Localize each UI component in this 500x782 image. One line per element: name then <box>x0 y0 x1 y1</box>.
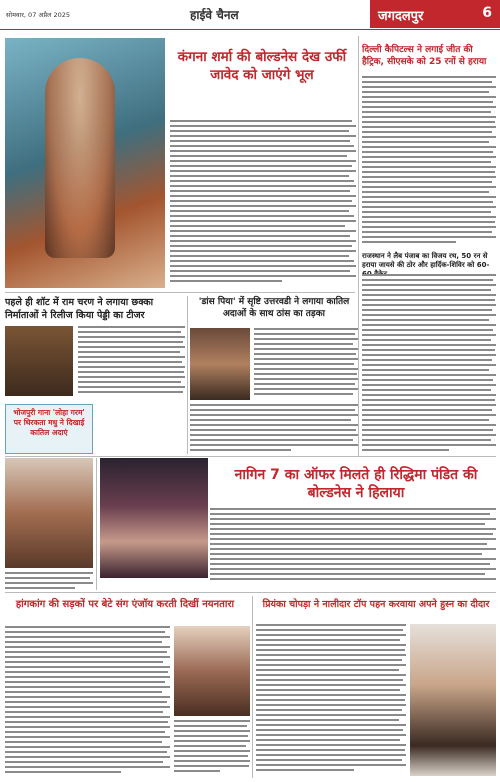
nayanthara-photo <box>174 626 250 716</box>
nayanthara-headline: हांगकांग की सड़कों पर बेटे संग एंजॉय करती दिखीं नयनतारा <box>15 599 235 610</box>
riddhima-photo <box>100 458 208 578</box>
priyanka-photo <box>410 624 496 776</box>
dance-piya-headline: 'डांस पिया' में सृष्टि उत्तरवडी ने लगाया कातिल अदाओं के साथ ठांस का तड़का <box>198 297 350 319</box>
cricket-article-body <box>362 76 496 246</box>
ipl-article-body <box>362 274 496 454</box>
srishti-photo <box>190 328 250 400</box>
bhojpuri-article-body <box>5 572 93 592</box>
naagin-article-body <box>210 508 496 584</box>
naagin-headline: नागिन 7 का ऑफर मिलते ही रिद्धिमा पंडित की बोल्डनेस ने हिलाया <box>234 467 478 501</box>
lead-headline: कंगना शर्मा की बोल्डनेस देख उर्फी जावेद को जाएंगे भूल <box>177 49 347 83</box>
cricket-headline: दिल्ली कैपिटल्स ने लगाई जीत की हैट्रिक, सीएसके को 25 रनों से हराया <box>362 45 487 67</box>
lead-photo <box>5 38 165 288</box>
row-divider <box>5 292 355 293</box>
publication-name: हाईवे चैनल <box>190 8 239 22</box>
nayanthara-article-body-continued <box>174 720 250 776</box>
priyanka-article-body <box>256 624 406 776</box>
ram-charan-photo <box>5 326 73 396</box>
page-number: 6 <box>482 5 492 21</box>
dance-piya-article-body <box>254 328 358 400</box>
ram-charan-headline: पहले ही शॉट में राम चरण ने लगाया छक्का निर्माताओं ने रिलीज किया पेड्डी का टीजर <box>5 297 154 321</box>
column-divider <box>358 36 359 456</box>
section-banner <box>370 0 500 28</box>
bhojpuri-headline: भोजपुरी गाना 'लोहा गरम' पर थिरकता मधु ने दिखाई कातिल अदाएं <box>13 408 85 437</box>
bhojpuri-headline-box <box>5 404 93 454</box>
priyanka-headline: प्रियंका चोपड़ा ने नालीदार टॉप पहन करवाया अपने हुस्न का दीदार <box>262 599 490 610</box>
nayanthara-article-body <box>5 626 170 776</box>
column-divider <box>96 458 97 590</box>
dance-piya-article-body-continued <box>190 404 358 454</box>
column-divider <box>252 596 253 778</box>
madhu-photo <box>5 458 93 568</box>
section-name: जगदलपुर <box>378 9 424 24</box>
ram-charan-article-body <box>78 326 185 396</box>
lead-article-body <box>170 120 356 290</box>
row-divider <box>5 456 496 457</box>
column-divider <box>187 296 188 454</box>
row-divider <box>5 592 496 593</box>
masthead <box>0 0 500 30</box>
ipl-headline: राजस्थान ने लैब पंजाब का विजय रथ, 50 रन से हराया जायसे की ठोर और हार्दिक-शिविर को 60- <box>362 252 490 269</box>
issue-date: सोमवार, 07 अप्रैल 2025 <box>6 11 71 19</box>
